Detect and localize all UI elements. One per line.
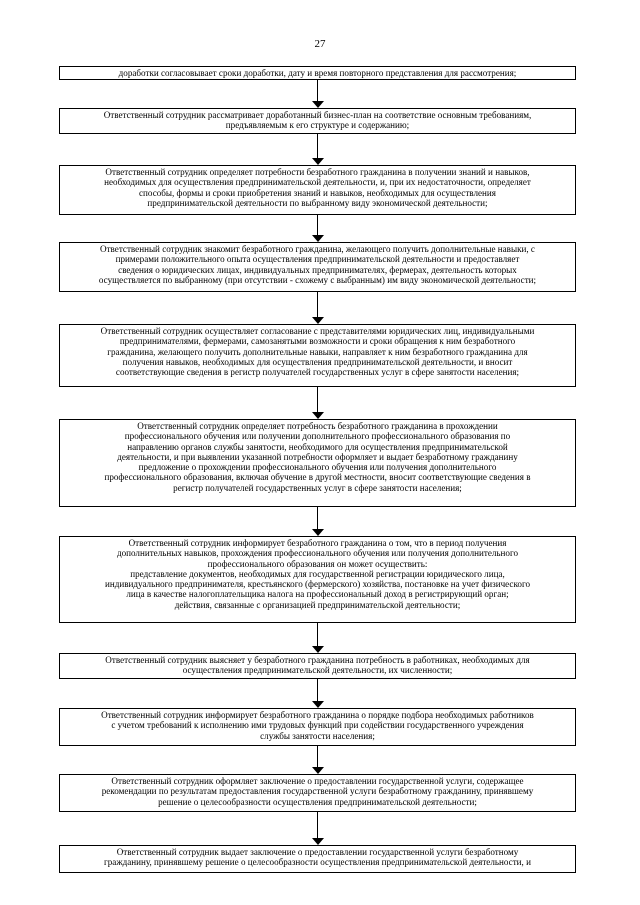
flow-arrow [312, 134, 324, 165]
step-define-knowledge-needs: Ответственный сотрудник определяет потребности безработного гражданина в получении знаний и навыков, необходимых для осуществления предпринимательской деятельности, и, при их недостаточности, определяет способы, формы и сроки приобретения знаний и навыков, необходимых для осуществления предпринимательской деятельности по выбранному виду экономической деятельности; [59, 165, 576, 215]
flow-arrow [312, 80, 324, 108]
arrow-head-icon [312, 101, 324, 108]
flow-arrow [312, 679, 324, 708]
flow-arrow [312, 623, 324, 653]
step-inform-about-staff-selection: Ответственный сотрудник информирует безработного гражданина о порядке подбора необходимых работников с учетом требований к исполнению ими трудовых функций при содействии государственного учреждения службы занятости населения; [59, 708, 576, 746]
step-deliver-conclusion: Ответственный сотрудник выдает заключение о предоставлении государственной услуги безработному гражданину, принявшему решение о целесообразности осуществления предпринимательской деятельности, и [59, 845, 576, 873]
step-issue-conclusion: Ответственный сотрудник оформляет заключение о предоставлении государственной услуги, содержащее рекомендации по результатам предоставления государственной услуги безработному гражданину, принявшему решение о целесообразности осуществления предпринимательской деятельности; [59, 774, 576, 812]
step-review-business-plan: Ответственный сотрудник рассматривает доработанный бизнес-план на соответствие основным требованиям, предъявляемым к его структуре и содержанию; [59, 108, 576, 134]
flow-arrow [312, 387, 324, 419]
step-determine-staff-needs: Ответственный сотрудник выясняет у безработного гражданина потребность в работниках, необходимых для осуществления предпринимательской деятельности, их численности; [59, 653, 576, 679]
step-introduce-positive-experience: Ответственный сотрудник знакомит безработного гражданина, желающего получить дополнительные навыки, с примерами положительного опыта осуществления предпринимательской деятельности и предоставляет сведения о юридических лицах, индивидуальных предпринимателях, фермерах, деятельность которых осуществляется по выбранному (при отсутствии - схожему с выбранным) им виду экономической деятельности; [59, 242, 576, 292]
arrow-head-icon [312, 158, 324, 165]
arrow-head-icon [312, 235, 324, 242]
flow-arrow [312, 292, 324, 324]
arrow-head-icon [312, 317, 324, 324]
step-coordinate-with-entrepreneurs: Ответственный сотрудник осуществляет согласование с представителями юридических лиц, индивидуальными предпринимателями, фермерами, самозанятыми возможности и сроки обращения к ним безработного гражданина, желающего получить дополнительные навыки, направляет к ним безработного гражданина для получения навыков, необходимых для осуществления предпринимательской деятельности, и вносит соответствующие сведения в регистр получателей государственных услуг в сфере занятости населения; [59, 324, 576, 387]
step-revision-deadlines: доработки согласовывает сроки доработки, дату и время повторного представления для рассмотрения; [59, 66, 576, 80]
step-define-training-needs: Ответственный сотрудник определяет потребность безработного гражданина в прохождении профессионального обучения или получении дополнительного профессионального образования по направлению органов службы занятости, необходимого для осуществления предпринимательской деятельности, и при выявлении указанной потребности оформляет и выдает безработному гражданину предложение о прохождении профессионального обучения или получения дополнительного профессионального образования, включая обучение в другой местности, вносит соответствующие сведения в регистр получателей государственных услуг в сфере занятости населения; [59, 419, 576, 507]
arrow-head-icon [312, 767, 324, 774]
flow-arrow [312, 215, 324, 242]
flow-arrow [312, 812, 324, 845]
flow-arrow [312, 746, 324, 774]
flow-arrow [312, 507, 324, 536]
arrow-head-icon [312, 838, 324, 845]
arrow-head-icon [312, 701, 324, 708]
step-inform-about-registration: Ответственный сотрудник информирует безработного гражданина о том, что в период получения дополнительных навыков, прохождения профессионального обучения или получения дополнительного профессионального образования он может осуществить: представление документов, необходимых для государственной регистрации юридического лица, индивидуального предпринимателя, крестьянского (фермерского) хозяйства, постановке на учет физического лица в качестве налогоплательщика налога на профессиональный доход в регистрирующий орган; действия, связанные с организацией предпринимательской деятельности; [59, 536, 576, 623]
arrow-head-icon [312, 646, 324, 653]
arrow-head-icon [312, 412, 324, 419]
arrow-head-icon [312, 529, 324, 536]
page-number: 27 [314, 38, 326, 50]
